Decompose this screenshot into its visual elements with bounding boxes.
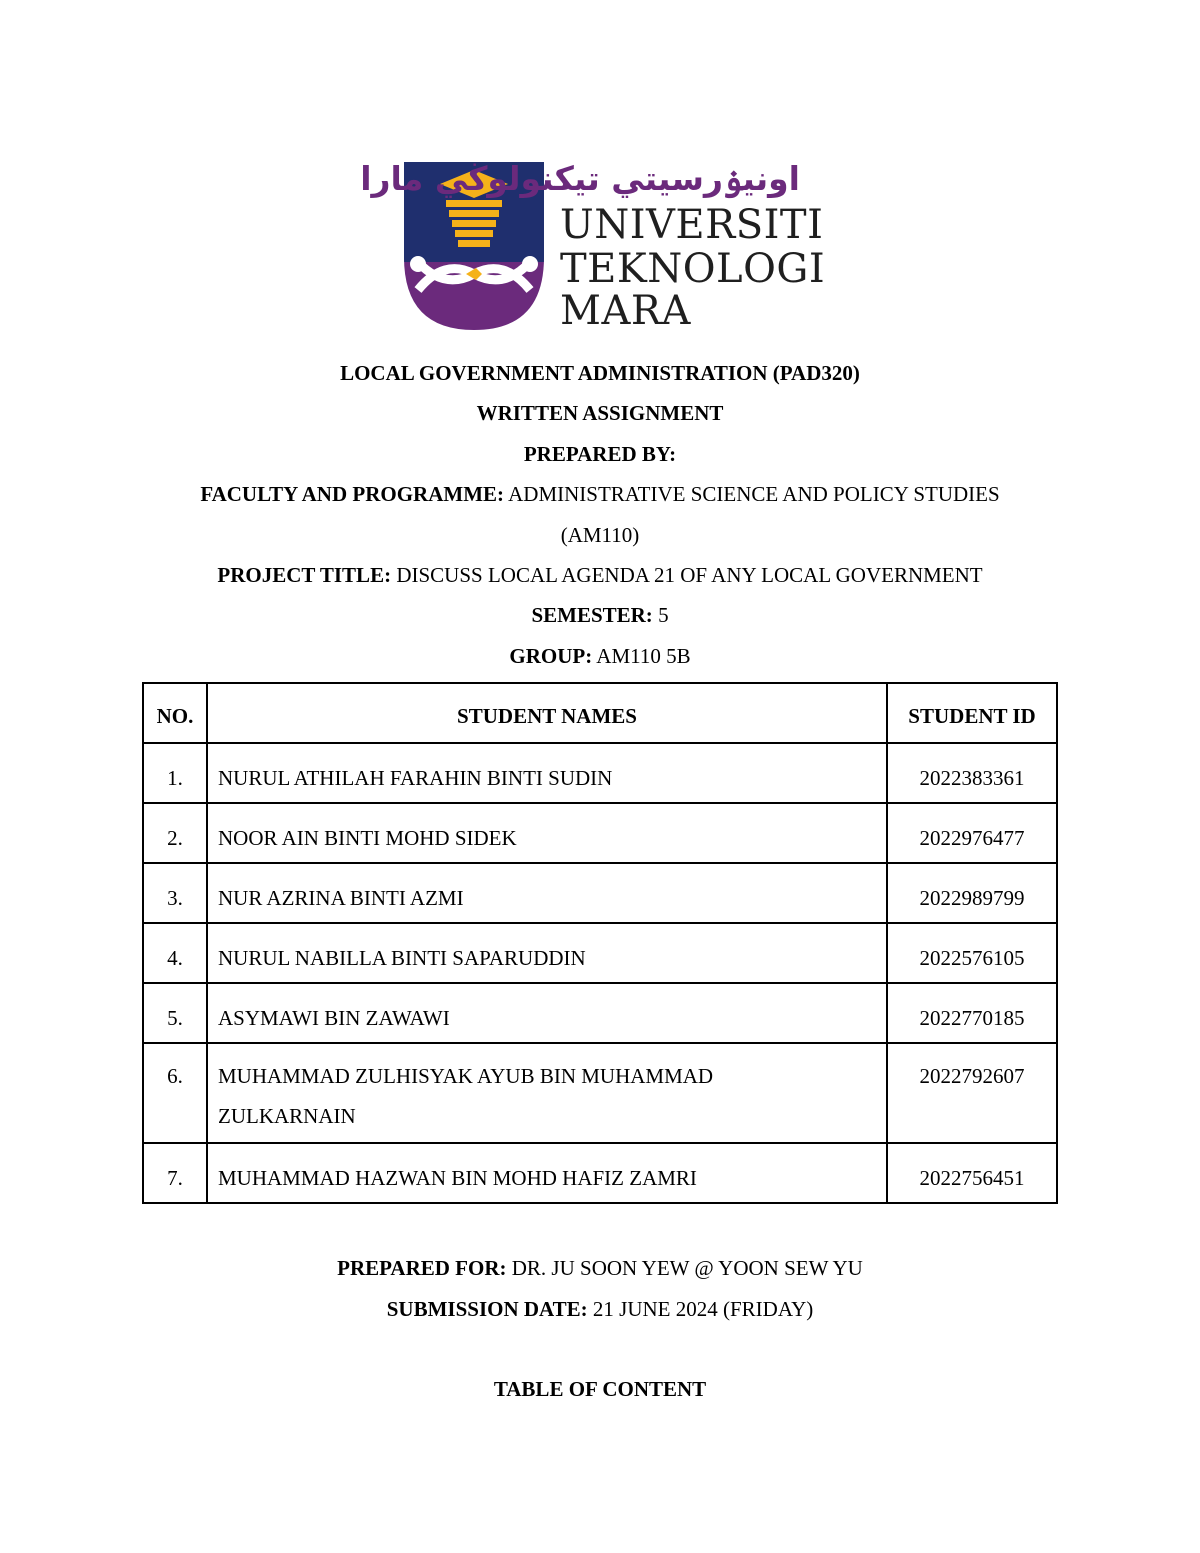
faculty-label: FACULTY AND PROGRAMME:	[200, 482, 505, 506]
assignment-type: WRITTEN ASSIGNMENT	[476, 401, 724, 425]
row-student-id: 2022989799	[887, 863, 1057, 923]
row-student-name: NURUL NABILLA BINTI SAPARUDDIN	[207, 923, 887, 983]
submission-date-line	[100, 1296, 1100, 1322]
prepared-by-label: PREPARED BY:	[523, 442, 677, 466]
uitm-logo	[360, 159, 826, 334]
row-student-id: 2022792607	[887, 1043, 1057, 1143]
table-of-content-heading: TABLE OF CONTENT	[493, 1377, 707, 1401]
table-row	[143, 803, 1057, 863]
project-line	[100, 562, 1100, 588]
semester-line	[100, 602, 1100, 628]
semester-label: SEMESTER:	[531, 603, 653, 627]
row-number: 7.	[143, 1143, 207, 1203]
table-row	[143, 863, 1057, 923]
row-student-name-line2: ZULKARNAIN	[218, 1104, 356, 1128]
logo-word-mara: MARA	[560, 288, 691, 334]
row-number: 3.	[143, 863, 207, 923]
prepared-for-value: DR. JU SOON YEW @ YOON SEW YU	[506, 1256, 863, 1280]
header-student-id: STUDENT ID	[887, 683, 1057, 743]
submission-date-label: SUBMISSION DATE:	[386, 1297, 588, 1321]
group-label: GROUP:	[509, 644, 593, 668]
row-student-name-line1: MUHAMMAD ZULHISYAK AYUB BIN MUHAMMAD	[218, 1064, 714, 1088]
group-line	[100, 643, 1100, 669]
table-row	[143, 743, 1057, 803]
header-no: NO.	[143, 683, 207, 743]
prepared-for-label: PREPARED FOR:	[337, 1256, 507, 1280]
table-row	[143, 1043, 1057, 1143]
project-label: PROJECT TITLE:	[217, 563, 392, 587]
student-table	[142, 682, 1058, 1204]
submission-date-value: 21 JUNE 2024 (FRIDAY)	[587, 1297, 814, 1321]
row-student-name: NURUL ATHILAH FARAHIN BINTI SUDIN	[207, 743, 887, 803]
row-student-id: 2022976477	[887, 803, 1057, 863]
row-number: 2.	[143, 803, 207, 863]
table-row	[143, 923, 1057, 983]
row-student-name: MUHAMMAD HAZWAN BIN MOHD HAFIZ ZAMRI	[207, 1143, 887, 1203]
row-student-name: NOOR AIN BINTI MOHD SIDEK	[207, 803, 887, 863]
row-student-id: 2022770185	[887, 983, 1057, 1043]
row-student-id: 2022756451	[887, 1143, 1057, 1203]
faculty-line	[100, 481, 1100, 507]
row-number: 5.	[143, 983, 207, 1043]
row-student-id: 2022576105	[887, 923, 1057, 983]
row-number: 1.	[143, 743, 207, 803]
row-student-id: 2022383361	[887, 743, 1057, 803]
table-row	[143, 1143, 1057, 1203]
row-student-name	[207, 1043, 887, 1143]
logo-jawi-text: اونيۏرسيتي تيكنولوڬي مارا	[360, 159, 800, 198]
table-row	[143, 983, 1057, 1043]
row-number: 6.	[143, 1043, 207, 1143]
group-value: AM110 5B	[592, 644, 691, 668]
row-number: 4.	[143, 923, 207, 983]
semester-value: 5	[652, 603, 669, 627]
course-title: LOCAL GOVERNMENT ADMINISTRATION (PAD320)	[340, 361, 860, 385]
logo-word-universiti: UNIVERSITI	[560, 202, 824, 248]
row-student-name: NUR AZRINA BINTI AZMI	[207, 863, 887, 923]
logo-word-teknologi: TEKNOLOGI	[560, 246, 826, 292]
prepared-for-line	[100, 1255, 1100, 1281]
header-student-names: STUDENT NAMES	[207, 683, 887, 743]
project-value: DISCUSS LOCAL AGENDA 21 OF ANY LOCAL GOVERNMENT	[391, 563, 983, 587]
faculty-value-line2: (AM110)	[560, 523, 640, 547]
row-student-name: ASYMAWI BIN ZAWAWI	[207, 983, 887, 1043]
table-header-row	[143, 683, 1057, 743]
faculty-value: ADMINISTRATIVE SCIENCE AND POLICY STUDIES	[504, 482, 1000, 506]
